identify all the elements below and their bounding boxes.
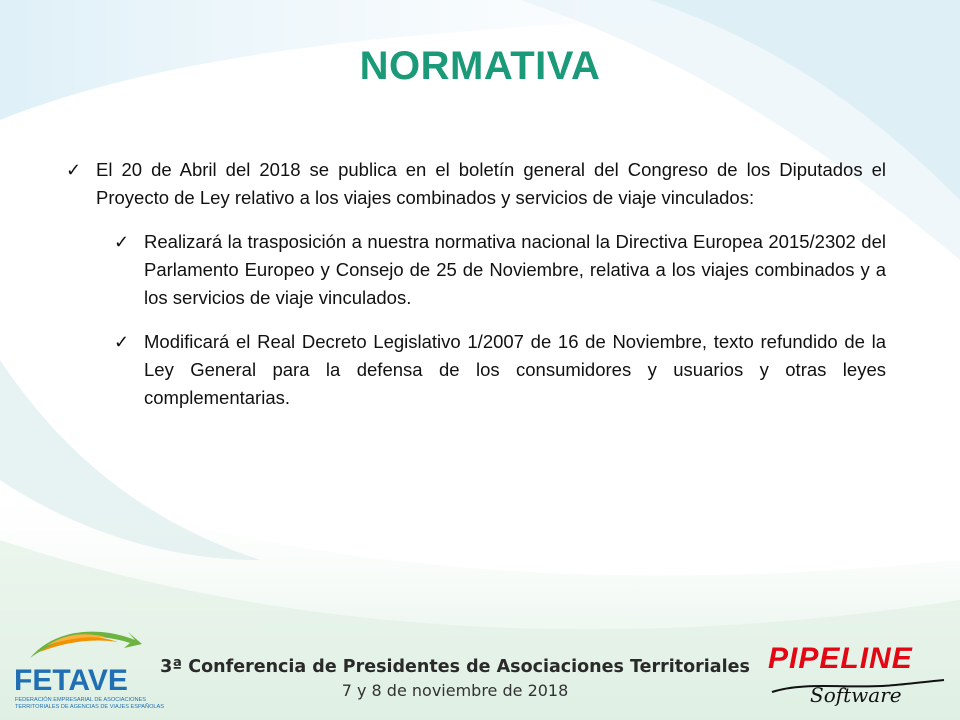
conference-title: 3ª Conferencia de Presidentes de Asociaciones Territoriales (160, 657, 750, 677)
bullet-sub-2-text: Modificará el Real Decreto Legislativo 1/2007 de 16 de Noviembre, texto refundido de la Ley General para la defensa de los consumidores y usuarios y otras leyes complementarias. (144, 331, 886, 408)
fetave-logo-subtitle-2: TERRITORIALES DE AGENCIAS DE VIAJES ESPAÑOLAS (15, 704, 165, 710)
checkmark-icon: ✓ (114, 232, 130, 252)
fetave-logo (10, 618, 165, 718)
conference-date: 7 y 8 de noviembre de 2018 (341, 681, 569, 700)
checkmark-icon: ✓ (66, 160, 82, 180)
fetave-logo-name: FETAVE (14, 664, 128, 697)
pipeline-logo-name: PIPELINE (768, 642, 913, 675)
checkmark-icon: ✓ (114, 332, 130, 352)
pipeline-logo-tagline: Software (810, 683, 902, 707)
bullet-main (60, 156, 886, 212)
bullet-sub-1-text: Realizará la trasposición a nuestra normativa nacional la Directiva Europea 2015/2302 del Parlamento Europeo y Consejo de 25 de Noviembre, relativa a los viajes combinados y a los servicios de viaje vinculados. (144, 231, 886, 308)
bullet-sub-1 (108, 228, 886, 312)
slide-content (60, 156, 886, 412)
slide-title: NORMATIVA (359, 44, 601, 88)
bullet-sub-2 (108, 328, 886, 412)
pipeline-logo (762, 636, 952, 714)
bullet-main-text: El 20 de Abril del 2018 se publica en el boletín general del Congreso de los Diputados el Proyecto de Ley relativo a los viajes combinados y servicios de viaje vinculados: (96, 159, 886, 208)
fetave-logo-subtitle-1: FEDERACIÓN EMPRESARIAL DE ASOCIACIONES (15, 697, 146, 703)
